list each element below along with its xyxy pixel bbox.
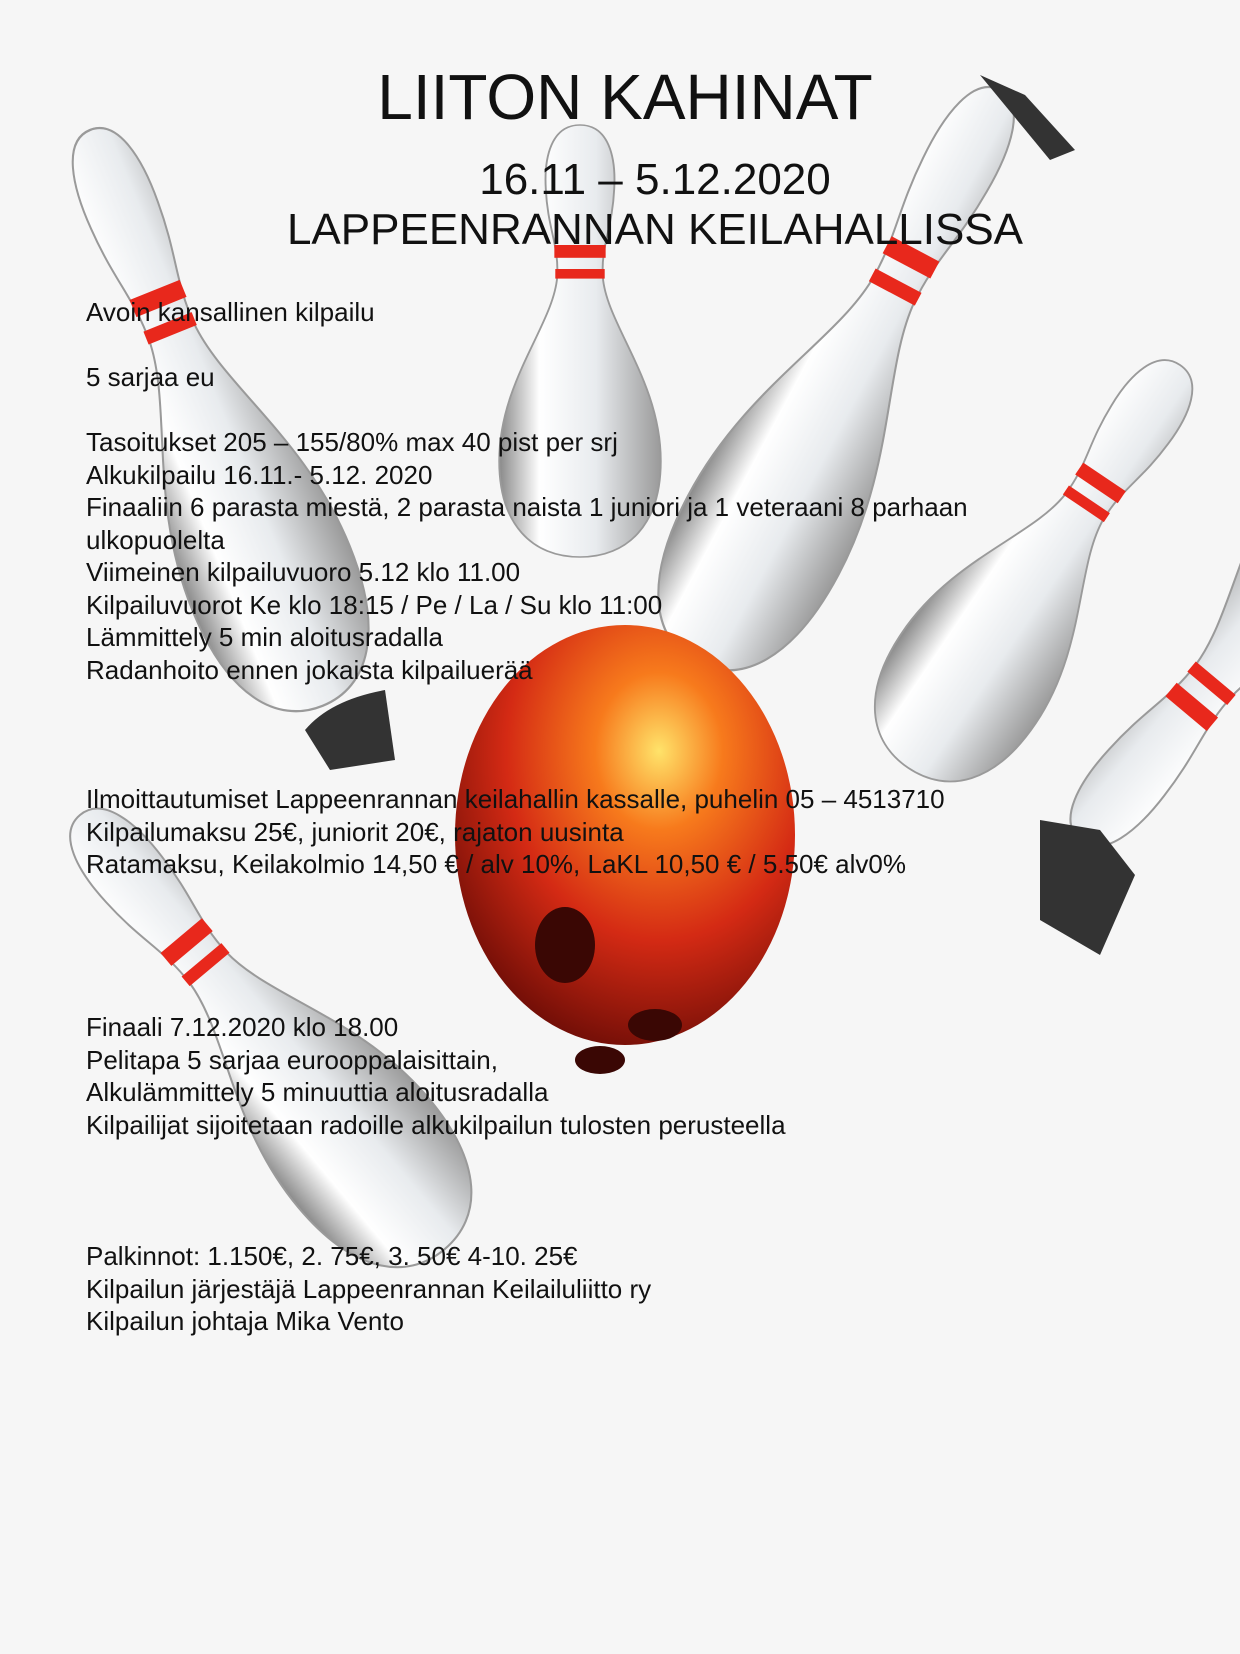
info-line: 5 sarjaa eu <box>86 362 215 392</box>
competition-info <box>86 296 1216 686</box>
registration-line: Ratamaksu, Keilakolmio 14,50 € / alv 10%, LaKL 10,50 € / 5.50€ alv0% <box>86 849 906 879</box>
info-line: Kilpailuvuorot Ke klo 18:15 / Pe / La / Su klo 11:00 <box>86 589 663 620</box>
info-line: Avoin kansallinen kilpailu <box>86 297 375 327</box>
registration-info <box>86 783 1216 881</box>
info-line: ulkopuolelta <box>86 524 225 555</box>
prizes-line: Palkinnot: 1.150€, 2. 75€, 3. 50€ 4-10. 25€ <box>86 1241 578 1271</box>
final-line: Kilpailijat sijoitetaan radoille alkukilpailun tulosten perusteella <box>86 1109 786 1140</box>
final-info <box>86 1011 1216 1141</box>
event-title: LIITON KAHINAT <box>377 61 873 133</box>
registration-line: Kilpailumaksu 25€, juniorit 20€, rajaton uusinta <box>86 816 624 847</box>
final-line: Finaali 7.12.2020 klo 18.00 <box>86 1012 399 1042</box>
info-line: Tasoitukset 205 – 155/80% max 40 pist per srj <box>86 427 618 457</box>
info-line: Viimeinen kilpailuvuoro 5.12 klo 11.00 <box>86 557 521 587</box>
organizer-line: Kilpailun järjestäjä Lappeenrannan Keilailuliitto ry <box>86 1273 652 1304</box>
event-dates: 16.11 – 5.12.2020 <box>479 155 831 204</box>
final-line: Alkulämmittely 5 minuuttia aloitusradalla <box>86 1077 549 1107</box>
info-line: Radanhoito ennen jokaista kilpailuerää <box>86 654 533 685</box>
info-line: Alkukilpailu 16.11.- 5.12. 2020 <box>86 459 433 490</box>
final-line: Pelitapa 5 sarjaa eurooppalaisittain, <box>86 1044 498 1075</box>
info-line: Finaaliin 6 parasta miestä, 2 parasta naista 1 juniori ja 1 veteraani 8 parhaan <box>86 492 968 522</box>
registration-line: Ilmoittautumiset Lappeenrannan keilahallin kassalle, puhelin 05 – 4513710 <box>86 784 945 814</box>
info-line: Lämmittely 5 min aloitusradalla <box>86 622 443 652</box>
event-venue: LAPPEENRANNAN KEILAHALLISSA <box>286 205 1024 254</box>
prizes-info <box>86 1240 1216 1338</box>
director-line: Kilpailun johtaja Mika Vento <box>86 1306 404 1336</box>
